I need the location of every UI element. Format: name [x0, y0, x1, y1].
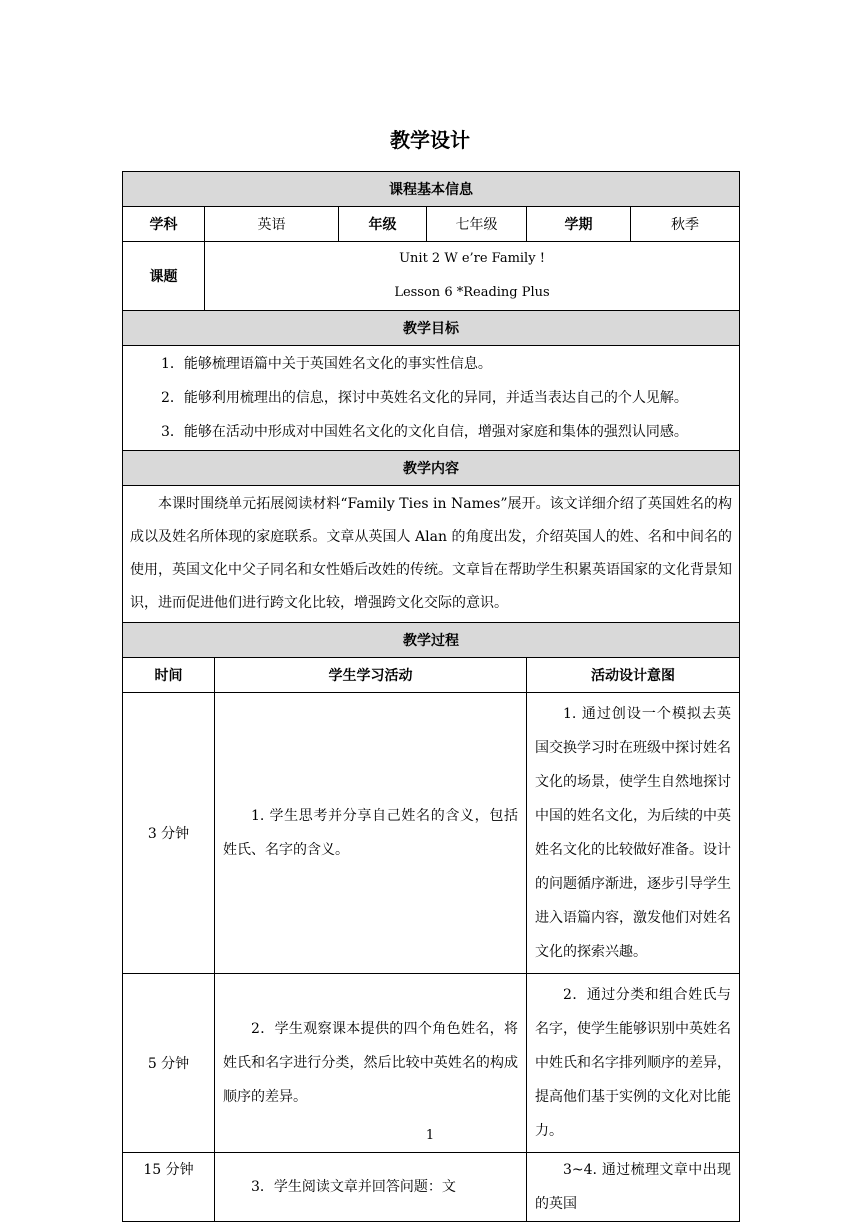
objectives-header: 教学目标 — [123, 311, 740, 346]
topic-lesson: Lesson 6 *Reading Plus — [394, 285, 550, 300]
topic-unit: Unit 2 W e’re Family ! — [399, 251, 545, 266]
lesson-plan-table — [122, 171, 740, 1222]
subject-label: 学科 — [123, 207, 205, 242]
process-time: 5 分钟 — [123, 974, 215, 1153]
process-intent: 3~4. 通过梳理文章中出现的英国 — [527, 1153, 740, 1222]
page-number: 1 — [425, 1128, 435, 1143]
page-title: 教学设计 — [390, 128, 470, 152]
term-label: 学期 — [527, 207, 631, 242]
col-intent-header: 活动设计意图 — [527, 658, 740, 693]
process-activity: 1. 学生思考并分享自己姓名的含义，包括姓氏、名字的含义。 — [215, 693, 527, 974]
process-time: 3 分钟 — [123, 693, 215, 974]
topic-label: 课题 — [123, 242, 205, 311]
process-activity: 3．学生阅读文章并回答问题：文 — [215, 1153, 527, 1222]
content-text: 本课时围绕单元拓展阅读材料“Family Ties in Names”展开。该文详细介绍了英国姓名的构成以及姓名所体现的家庭联系。文章从英国人 Alan 的角度出发，介绍英国人的姓、名和中间名的使用，英国文化中父子同名和女性婚后改姓的传统。文章旨在帮助学生积累英语国家的文化背景知识，进而促进他们进行跨文化比较，增强跨文化交际的意识。 — [123, 486, 740, 623]
objectives-list — [123, 346, 740, 451]
process-activity: 2．学生观察课本提供的四个角色姓名，将姓氏和名字进行分类，然后比较中英姓名的构成顺序的差异。 — [215, 974, 527, 1153]
grade-value: 七年级 — [427, 207, 527, 242]
grade-label: 年级 — [339, 207, 427, 242]
topic-value — [205, 242, 740, 311]
basic-info-header: 课程基本信息 — [123, 172, 740, 207]
objective-item: 3．能够在活动中形成对中国姓名文化的文化自信，增强对家庭和集体的强烈认同感。 — [161, 424, 688, 440]
process-time: 15 分钟 — [123, 1153, 215, 1222]
process-intent: 1. 通过创设一个模拟去英国交换学习时在班级中探讨姓名文化的场景，使学生自然地探讨中国的姓名文化，为后续的中英姓名文化的比较做好准备。设计的问题循序渐进，逐步引导学生进入语篇内容，激发他们对姓名文化的探索兴趣。 — [527, 693, 740, 974]
col-time-header: 时间 — [123, 658, 215, 693]
col-activity-header: 学生学习活动 — [215, 658, 527, 693]
process-intent: 2．通过分类和组合姓氏与名字，使学生能够识别中英姓名中姓氏和名字排列顺序的差异，提高他们基于实例的文化对比能力。 — [527, 974, 740, 1153]
term-value: 秋季 — [631, 207, 740, 242]
content-header: 教学内容 — [123, 451, 740, 486]
objective-item: 1．能够梳理语篇中关于英国姓名文化的事实性信息。 — [161, 356, 492, 372]
process-header: 教学过程 — [123, 623, 740, 658]
objective-item: 2．能够利用梳理出的信息，探讨中英姓名文化的异同，并适当表达自己的个人见解。 — [161, 390, 688, 406]
subject-value: 英语 — [205, 207, 339, 242]
